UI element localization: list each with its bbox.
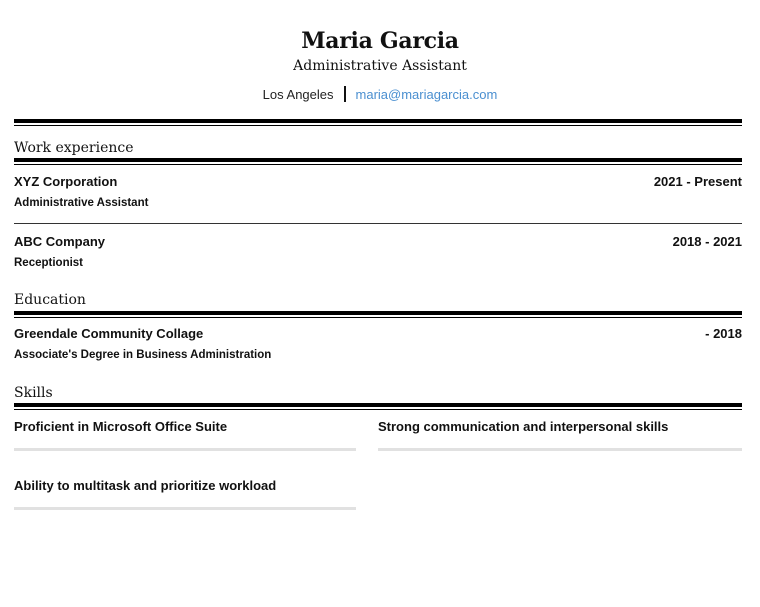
contact-line (0, 86, 760, 104)
education-rule-thin (14, 317, 742, 318)
resume-header (0, 26, 760, 76)
skill-label: Ability to multitask and prioritize workload (14, 478, 277, 493)
skill-bar (378, 448, 742, 451)
work-divider (14, 223, 742, 224)
skill-label: Proficient in Microsoft Office Suite (14, 419, 228, 434)
section-title-education: Education (14, 292, 86, 308)
skill-bar (14, 507, 356, 510)
skill-item (378, 418, 742, 451)
location-text: Los Angeles (262, 87, 334, 102)
section-title-work: Work experience (14, 140, 134, 156)
work-role: Administrative Assistant (14, 197, 149, 209)
skill-item (14, 477, 356, 510)
work-org: XYZ Corporation (14, 174, 118, 189)
skill-label: Strong communication and interpersonal skills (378, 419, 669, 434)
education-degree: Associate's Degree in Business Administration (14, 349, 272, 361)
skill-item (14, 418, 356, 451)
candidate-title: Administrative Assistant (293, 58, 467, 74)
education-school: Greendale Community Collage (14, 326, 204, 341)
work-role: Receptionist (14, 257, 84, 269)
education-entry (14, 325, 742, 363)
work-dates: 2018 - 2021 (672, 234, 742, 249)
header-rule-thin (14, 125, 742, 126)
work-rule-thick (14, 158, 742, 162)
skill-bar (14, 448, 356, 451)
work-entry (14, 233, 742, 271)
candidate-name: Maria Garcia (301, 28, 459, 54)
header-rule-thick (14, 119, 742, 123)
section-title-skills: Skills (14, 385, 53, 401)
work-org: ABC Company (14, 234, 106, 249)
education-dates: - 2018 (705, 326, 742, 341)
skills-rule-thin (14, 409, 742, 410)
contact-separator (344, 86, 346, 102)
work-dates: 2021 - Present (653, 174, 742, 189)
email-link[interactable]: maria@mariagarcia.com (355, 87, 498, 102)
skills-rule-thick (14, 403, 742, 407)
education-rule-thick (14, 311, 742, 315)
work-entry (14, 173, 742, 211)
work-rule-thin (14, 164, 742, 165)
